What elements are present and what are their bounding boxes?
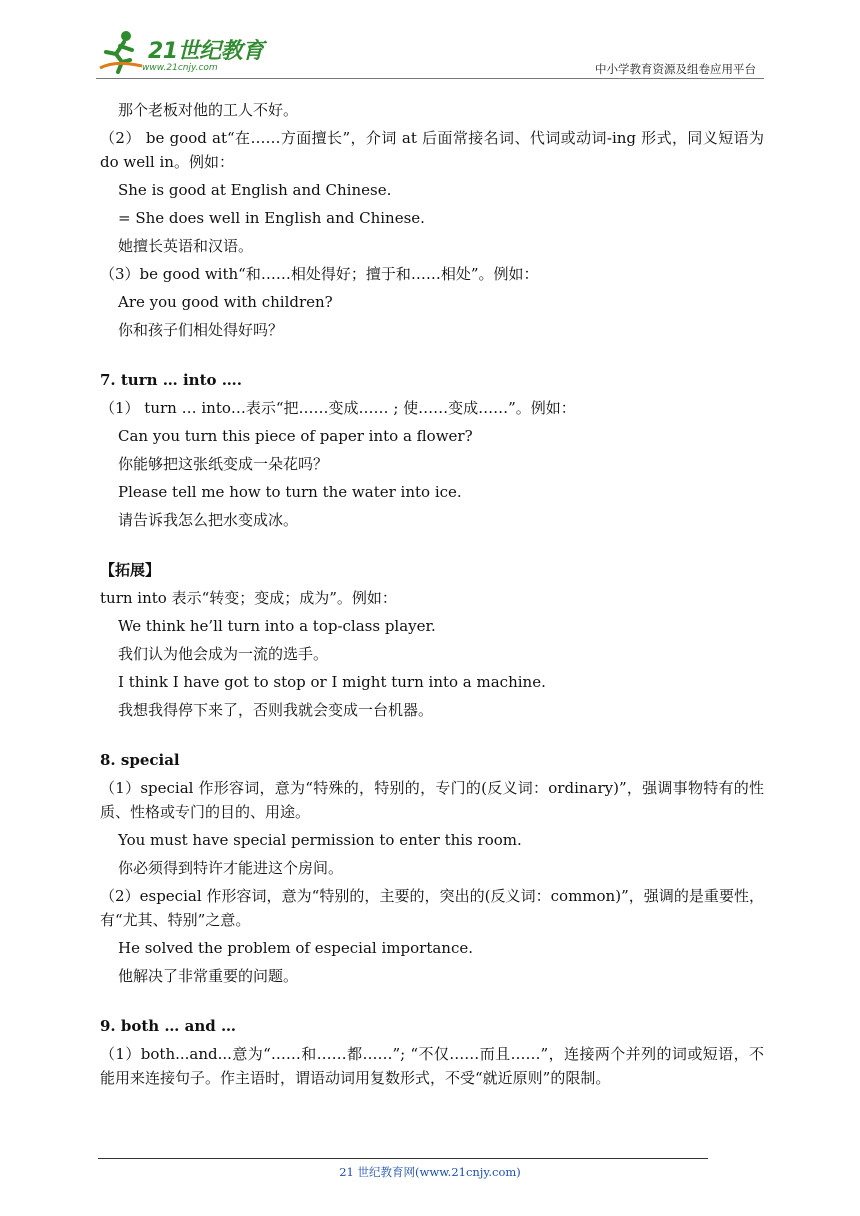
example-zh: 你能够把这张纸变成一朵花吗？ bbox=[118, 455, 329, 473]
text-line: （1） turn … into…表示“把……变成…… ; 使……变成……”。例如： bbox=[100, 399, 576, 417]
example-zh: 他解决了非常重要的问题。 bbox=[118, 967, 299, 985]
footer-link[interactable]: 21 世纪教育网(www.21cnjy.com) bbox=[339, 1165, 521, 1179]
runner-logo-icon bbox=[96, 30, 146, 74]
example-zh: 请告诉我怎么把水变成冰。 bbox=[118, 511, 299, 529]
logo-text: 21世纪教育 bbox=[148, 39, 264, 64]
header-platform-text: 中小学教育资源及组卷应用平台 bbox=[595, 62, 756, 76]
example-en: She is good at English and Chinese. bbox=[118, 181, 392, 199]
section-heading: 9. both … and … bbox=[100, 1017, 236, 1035]
example-en: You must have special permission to enter this room. bbox=[118, 831, 522, 849]
example-en: Can you turn this piece of paper into a flower? bbox=[118, 427, 473, 445]
paragraph: （1）special 作形容词，意为“特殊的，特别的，专门的(反义词：ordinary)”，强调事物特有的性质、性格或专门的目的、用途。 bbox=[100, 779, 764, 821]
example-en: Are you good with children? bbox=[118, 293, 333, 311]
example-en: I think I have got to stop or I might turn into a machine. bbox=[118, 673, 546, 691]
paragraph: （2） be good at“在……方面擅长”，介词 at 后面常接名词、代词或动词-ing 形式，同义短语为 do well in。例如： bbox=[100, 129, 764, 171]
example-zh: 我们认为他会成为一流的选手。 bbox=[118, 645, 329, 663]
page-header bbox=[96, 28, 764, 78]
example-zh: 我想我得停下来了，否则我就会变成一台机器。 bbox=[118, 701, 434, 719]
example-en: He solved the problem of especial importance. bbox=[118, 939, 473, 957]
document-body bbox=[100, 96, 764, 1092]
example-zh: 你必须得到特许才能进这个房间。 bbox=[118, 859, 344, 877]
paragraph: （2）especial 作形容词，意为“特别的，主要的，突出的(反义词：common)”，强调的是重要性，有“尤其、特别”之意。 bbox=[100, 887, 764, 929]
example-en: = She does well in English and Chinese. bbox=[118, 209, 425, 227]
text-line: 那个老板对他的工人不好。 bbox=[118, 101, 299, 119]
footer-divider bbox=[98, 1158, 708, 1159]
example-en: Please tell me how to turn the water into ice. bbox=[118, 483, 462, 501]
text-line: （3）be good with“和……相处得好；擅于和……相处”。例如： bbox=[100, 265, 539, 283]
example-en: We think he’ll turn into a top-class player. bbox=[118, 617, 436, 635]
extension-heading: 【拓展】 bbox=[100, 561, 161, 579]
section-heading: 7. turn … into …. bbox=[100, 371, 242, 389]
paragraph: （1）both...and...意为“……和……都……”; “不仅……而且……”，连接两个并列的词或短语，不能用来连接句子。作主语时，谓语动词用复数形式，不受“就近原则”的限制。 bbox=[100, 1045, 764, 1087]
header-divider bbox=[96, 78, 764, 79]
text-line: turn into 表示“转变；变成；成为”。例如： bbox=[100, 589, 397, 607]
logo-url: www.21cnjy.com bbox=[142, 63, 218, 73]
section-heading: 8. special bbox=[100, 751, 180, 769]
example-zh: 她擅长英语和汉语。 bbox=[118, 237, 254, 255]
example-zh: 你和孩子们相处得好吗？ bbox=[118, 321, 284, 339]
logo bbox=[96, 30, 266, 76]
